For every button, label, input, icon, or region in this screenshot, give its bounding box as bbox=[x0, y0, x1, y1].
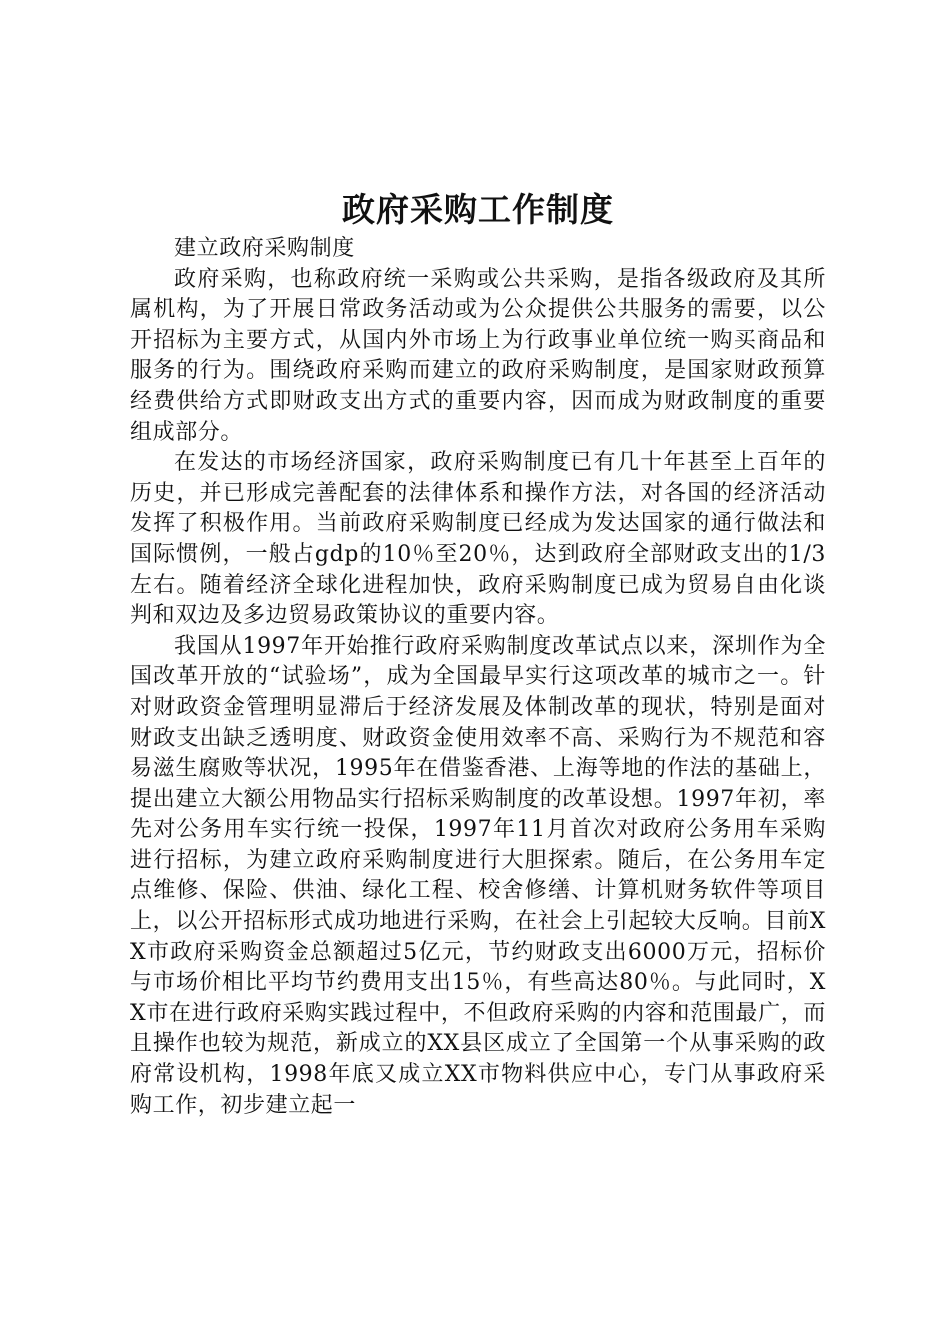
section-subheading: 建立政府采购制度 bbox=[174, 236, 355, 261]
document-title: 政府采购工作制度 bbox=[342, 190, 614, 229]
document-body bbox=[130, 186, 826, 1121]
paragraph-china-reform: 我国从1997年开始推行政府采购制度改革试点以来，深圳作为全国改革开放的“试验场”，成为全国最早实行这项改革的城市之一。针对财政资金管理明显滞后于经济发展及体制改革的现状，特别是面对财政支出缺乏透明度、财政资金使用效率不高、采购行为不规范和容易滋生腐败等状况，1995年在借鉴香港、上海等地的作法的基础上，提出建立大额公用物品实行招标采购制度的改革设想。1997年初，率先对公务用车实行统一投保，1997年11月首次对政府公务用车采购进行招标，为建立政府采购制度进行大胆探索。随后，在公务用车定点维修、保险、供油、绿化工程、校舍修缮、计算机财务软件等项目上，以公开招标形式成功地进行采购，在社会上引起较大反响。目前XX市政府采购资金总额超过5亿元，节约财政支出6000万元，招标价与市场价相比平均节约费用支出15％，有些高达80％。与此同时，XX市在进行政府采购实践过程中，不但政府采购的内容和范围最广，而且操作也较为规范，新成立的XX县区成立了全国第一个从事采购的政府常设机构，1998年底又成立XX市物料供应中心，专门从事政府采购工作，初步建立起一 bbox=[130, 633, 826, 1118]
paragraph-developed-countries: 在发达的市场经济国家，政府采购制度已有几十年甚至上百年的历史，并已形成完善配套的法律体系和操作方法，对各国的经济活动发挥了积极作用。当前政府采购制度已经成为发达国家的通行做法和国际惯例，一般占gdp的10％至20％，达到政府全部财政支出的1/3左右。随着经济全球化进程加快，政府采购制度已成为贸易自由化谈判和双边及多边贸易政策协议的重要内容。 bbox=[130, 450, 826, 629]
paragraph-definition: 政府采购，也称政府统一采购或公共采购，是指各级政府及其所属机构，为了开展日常政务活动或为公众提供公共服务的需要，以公开招标为主要方式，从国内外市场上为行政事业单位统一购买商品和服务的行为。围绕政府采购而建立的政府采购制度，是国家财政预算经费供给方式即财政支出方式的重要内容，因而成为财政制度的重要组成部分。 bbox=[130, 266, 826, 445]
